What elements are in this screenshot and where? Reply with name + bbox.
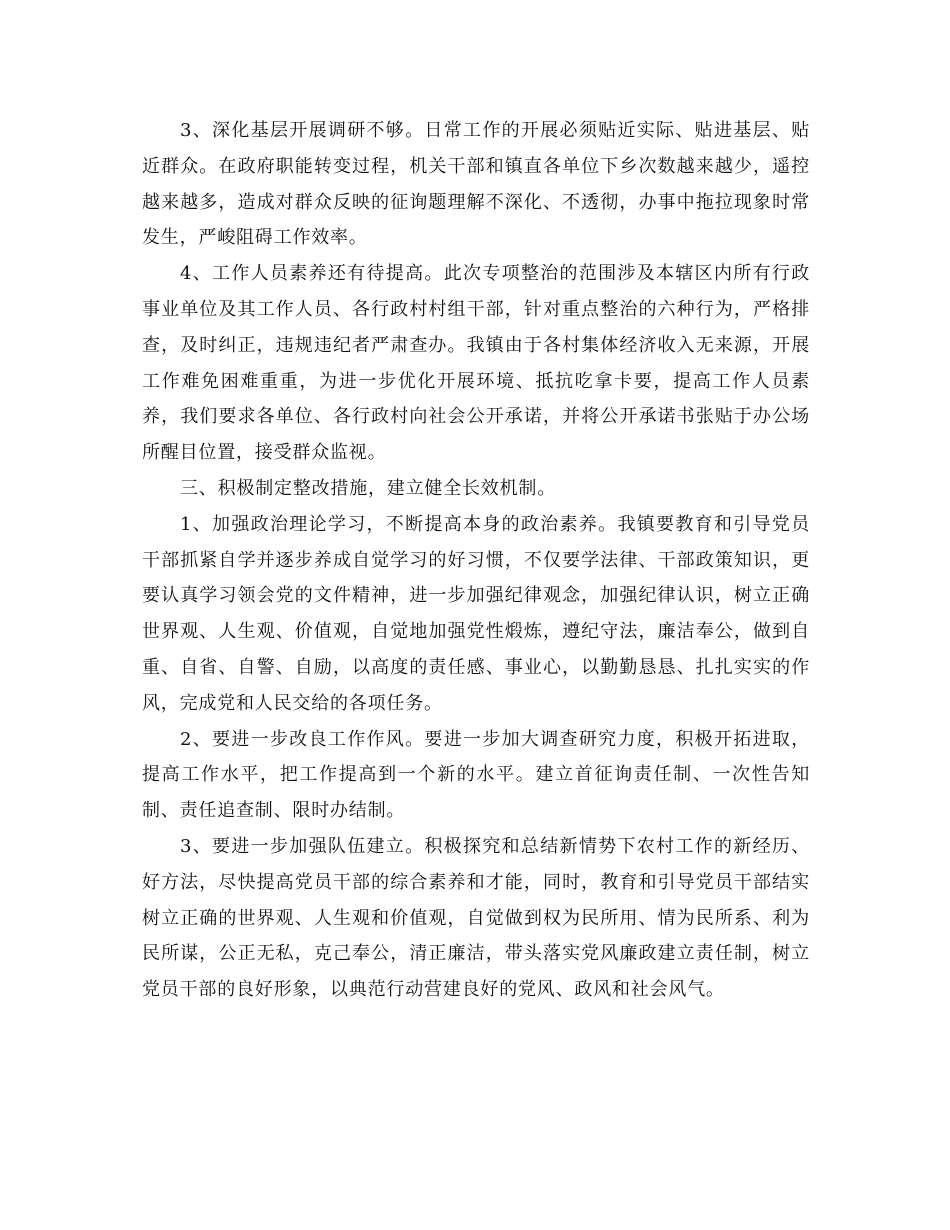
paragraph-political-study: 1、加强政治理论学习，不断提高本身的政治素养。我镇要教育和引导党员干部抓紧自学并逐步养成自觉学习的好习惯，不仅要学法律、干部政策知识，更要认真学习领会党的文件精神，进一步加强纪律观念，加强纪律认识，树立正确世界观、人生观、价值观，自觉地加强党性煅炼，遵纪守法，廉洁奉公，做到自重、自省、自警、自励，以高度的责任感、事业心，以勤勤恳恳、扎扎实实的作风，完成党和人民交给的各项任务。 — [142, 513, 810, 714]
paragraph-investigation: 3、深化基层开展调研不够。日常工作的开展必须贴近实际、贴进基层、贴近群众。在政府职能转变过程，机关干部和镇直各单位下乡次数越来越少，遥控越来越多，造成对群众反映的征询题理解不深化、不透彻，办事中拖拉现象时常发生，严峻阻碍工作效率。 — [142, 120, 810, 249]
paragraph-staff-quality: 4、工作人员素养还有待提高。此次专项整治的范围涉及本辖区内所有行政事业单位及其工作人员、各行政村村组干部，针对重点整治的六种行为，严格排查，及时纠正，违规违纪者严肃查办。我镇由于各村集体经济收入无来源，开展工作难免困难重重，为进一步优化开展环境、抵抗吃拿卡要，提高工作人员素养，我们要求各单位、各行政村向社会公开承诺，并将公开承诺书张贴于办公场所醒目位置，接受群众监视。 — [142, 263, 810, 464]
section-heading-rectification: 三、积极制定整改措施，建立健全长效机制。 — [180, 477, 556, 499]
paragraph-team-building: 3、要进一步加强队伍建立。积极探究和总结新情势下农村工作的新经历、好方法，尽快提高党员干部的综合素养和才能，同时，教育和引导党员干部结实树立正确的世界观、人生观和价值观，自觉做到权为民所用、情为民所系、利为民所谋，公正无私，克己奉公，清正廉洁，带头落实党风廉政建立责任制，树立党员干部的良好形象，以典范行动营建良好的党风、政风和社会风气。 — [142, 835, 810, 1001]
paragraph-work-style: 2、要进一步改良工作作风。要进一步加大调查研究力度，积极开拓进取，提高工作水平，把工作提高到一个新的水平。建立首征询责任制、一次性告知制、责任追查制、限时办结制。 — [142, 728, 810, 822]
document-body — [142, 113, 810, 1008]
